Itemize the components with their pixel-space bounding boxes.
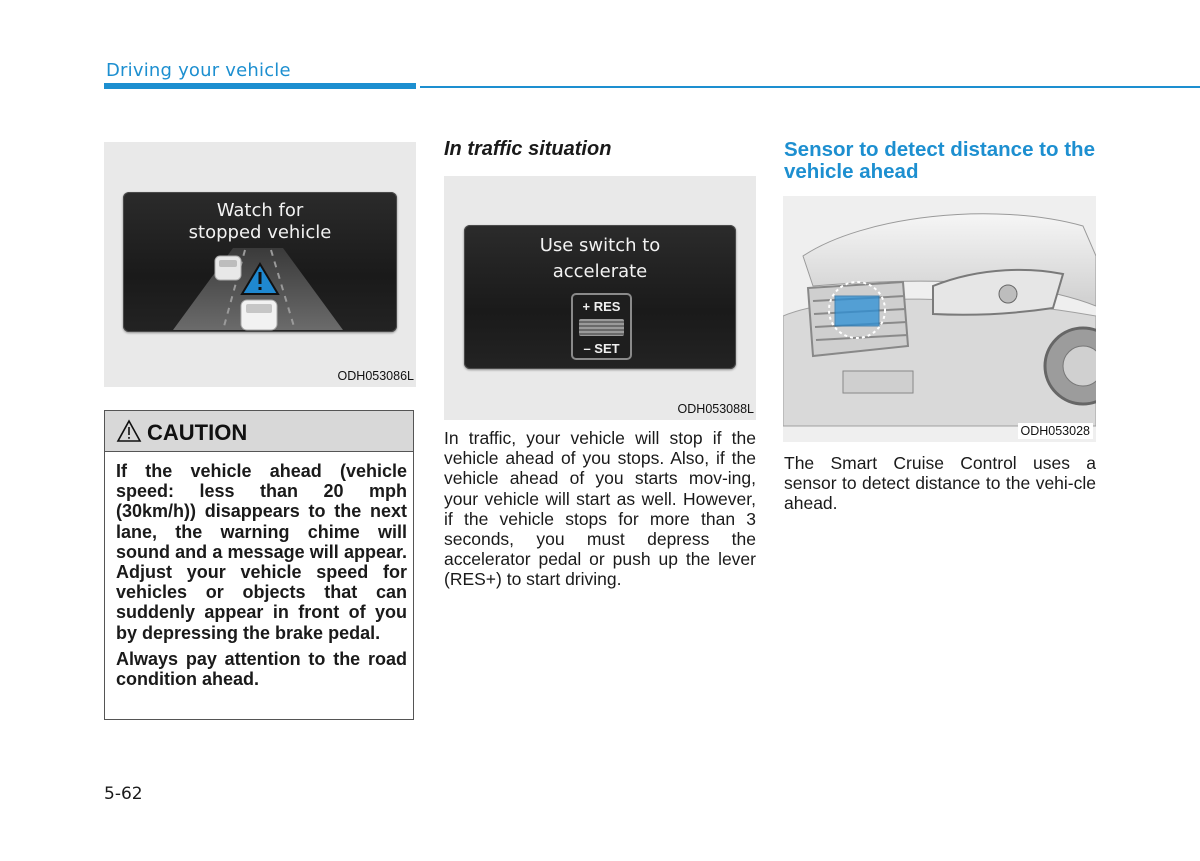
warning-triangle-icon (116, 419, 142, 443)
sensor-body: The Smart Cruise Control uses a sensor to detect distance to the vehi-cle ahead. (784, 453, 1096, 514)
caution-box (104, 410, 414, 720)
cluster-message: Use switch to accelerate (539, 235, 661, 282)
header-rule-thin (420, 86, 1200, 88)
cluster-display (123, 192, 397, 332)
figure-watch-stopped-vehicle (104, 142, 416, 387)
switch-grip (579, 319, 624, 336)
cluster-message: Watch for stopped vehicle (188, 200, 332, 243)
caution-title: CAUTION (147, 420, 248, 445)
sensor-heading: Sensor to detect distance to the vehicle ahead (784, 138, 1095, 183)
caution-header (105, 411, 413, 452)
section-title: Driving your vehicle (106, 60, 291, 81)
figure-code: ODH053088L (677, 402, 754, 416)
road-scene-illustration (123, 192, 397, 332)
caution-body (116, 461, 407, 695)
figure-code: ODH053086L (337, 369, 414, 383)
figure-code: ODH053028 (1018, 423, 1094, 439)
switch-res-label: + RES (582, 299, 621, 314)
cruise-switch-graphic (571, 293, 632, 360)
car-front-sensor-illustration (783, 196, 1096, 442)
header-rule-thick (104, 83, 416, 89)
traffic-heading: In traffic situation (444, 138, 612, 160)
page-number: 5-62 (104, 784, 143, 804)
switch-set-label: – SET (583, 341, 620, 356)
figure-front-sensor (783, 196, 1096, 442)
caution-paragraph: Always pay attention to the road condition ahead. (116, 648, 407, 690)
caution-paragraph: If the vehicle ahead (vehicle speed: less than 20 mph (30km/h)) disappears to the next lane, the warning chime will sound and a message will appear. Adjust your vehicle speed for vehicles or objects that can suddenly appear in front of you by depressing the brake pedal. (116, 461, 407, 643)
traffic-body: In traffic, your vehicle will stop if the vehicle ahead of you stops. Also, if the vehicle ahead of you starts mov-ing, your vehicle will start as well. However, if the vehicle stops for more than 3 seconds, you must depress the accelerator pedal or push up the lever (RES+) to start driving. (444, 428, 756, 590)
